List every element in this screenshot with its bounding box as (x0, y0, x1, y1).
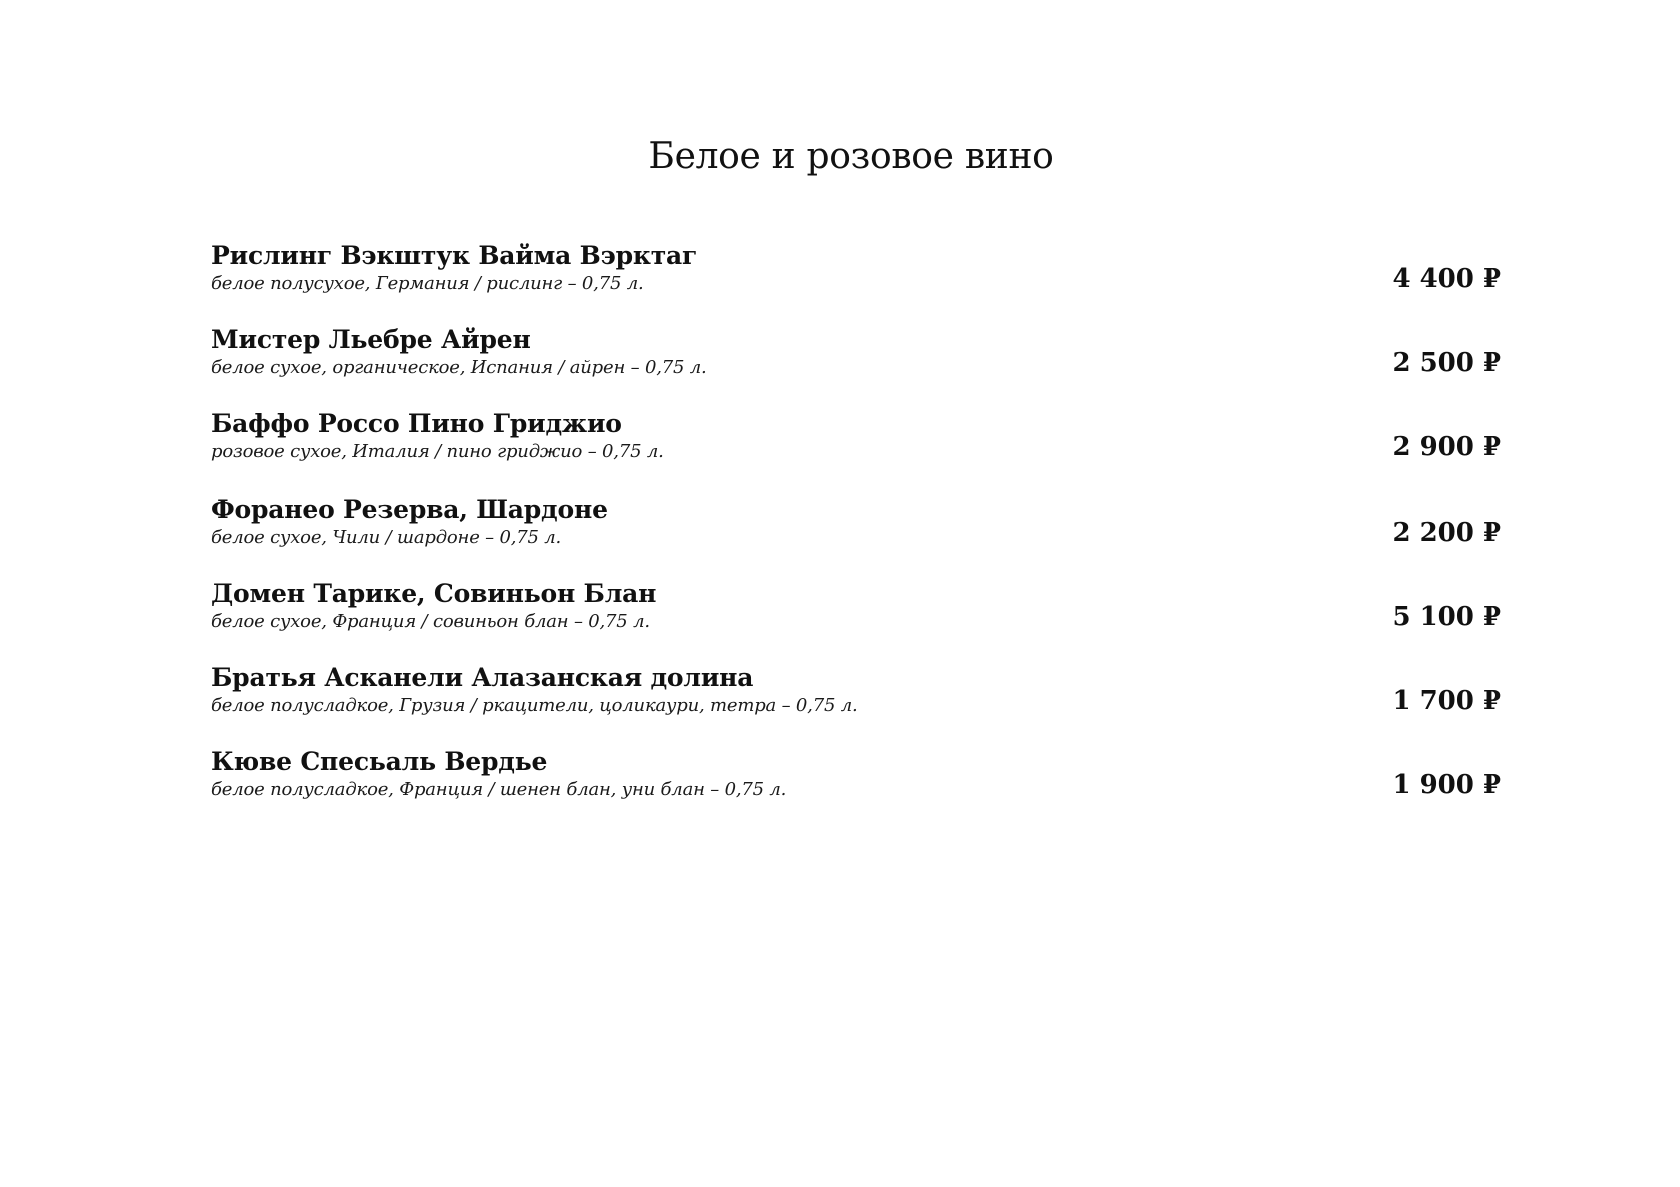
wine-name: Мистер Льебре Айрен (211, 325, 531, 354)
wine-price: 4 400 ₽ (1392, 264, 1501, 294)
wine-description: белое полусухое, Германия / рислинг – 0,75 л. (211, 273, 644, 294)
wine-name: Братья Асканели Алазанская долина (211, 663, 754, 692)
wine-name: Форанео Резерва, Шардоне (211, 495, 608, 524)
wine-item (211, 324, 1501, 408)
wine-item (211, 578, 1501, 662)
wine-name: Кюве Спесьаль Вердье (211, 747, 548, 776)
wine-price: 2 500 ₽ (1392, 348, 1501, 378)
wine-item (211, 746, 1501, 830)
wine-price: 2 900 ₽ (1392, 432, 1501, 462)
wine-price: 1 700 ₽ (1392, 686, 1501, 716)
wine-item (211, 494, 1501, 578)
wine-price: 5 100 ₽ (1392, 602, 1501, 632)
wine-description: белое полусладкое, Франция / шенен блан, уни блан – 0,75 л. (211, 779, 787, 800)
wine-name: Рислинг Вэкштук Вайма Вэрктаг (211, 241, 698, 270)
wine-item (211, 240, 1501, 324)
wine-item (211, 408, 1501, 494)
wine-price: 1 900 ₽ (1392, 770, 1501, 800)
wine-description: белое полусладкое, Грузия / ркацители, цоликаури, тетра – 0,75 л. (211, 695, 858, 716)
wine-name: Баффо Россо Пино Гриджио (211, 409, 622, 438)
wine-description: белое сухое, органическое, Испания / айрен – 0,75 л. (211, 357, 707, 378)
wine-description: белое сухое, Франция / совиньон блан – 0,75 л. (211, 611, 650, 632)
wine-description: розовое сухое, Италия / пино гриджио – 0,75 л. (211, 441, 664, 462)
wine-list (211, 240, 1501, 830)
wine-price: 2 200 ₽ (1392, 518, 1501, 548)
wine-description: белое сухое, Чили / шардоне – 0,75 л. (211, 527, 562, 548)
wine-item (211, 662, 1501, 746)
page-title: Белое и розовое вино (648, 136, 1054, 177)
wine-name: Домен Тарике, Совиньон Блан (211, 579, 657, 608)
